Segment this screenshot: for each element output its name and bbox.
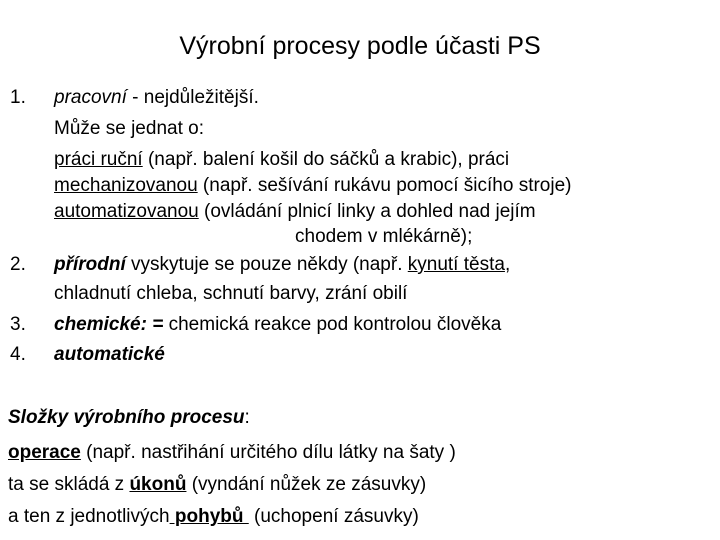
term-prirodni: přírodní bbox=[54, 254, 126, 275]
components-line-operace bbox=[8, 441, 456, 465]
term-ukonu-desc: (vyndání nůžek ze zásuvky) bbox=[186, 474, 427, 495]
sub-item-rucni bbox=[54, 148, 509, 172]
term-rucni-desc: (např. balení košil do sáčků a krabic), práci bbox=[142, 149, 510, 170]
term-ukonu: úkonů bbox=[129, 474, 187, 495]
list-number-2: 2. bbox=[10, 254, 26, 275]
term-mechanizovanou-desc: (např. sešívání rukávu pomocí šicího stroje) bbox=[197, 175, 572, 196]
prefix-text: ta se skládá z bbox=[8, 474, 130, 495]
components-heading-text: Složky výrobního procesu bbox=[8, 407, 245, 428]
list-number-1: 1. bbox=[10, 87, 26, 108]
term-pohybu: pohybů bbox=[169, 506, 249, 527]
intro-text: Může se jednat o: bbox=[54, 118, 204, 139]
slide-title: Výrobní procesy podle účasti PS bbox=[179, 32, 541, 60]
term-pracovni-desc: - nejdůležitější. bbox=[126, 87, 259, 108]
colon: : bbox=[244, 407, 250, 428]
list-item-3-text bbox=[54, 313, 501, 337]
sub-item-automatizovanou bbox=[54, 200, 536, 224]
term-automatizovanou-desc: (ovládání plnicí linky a dohled nad jejím bbox=[198, 201, 536, 222]
term-operace: operace bbox=[8, 442, 81, 463]
term-kynuti: kynutí těsta bbox=[407, 254, 505, 275]
prefix-text: a ten z jednotlivých bbox=[8, 506, 170, 527]
list-item-2-cont bbox=[54, 282, 407, 306]
sub-item-automatizovanou-cont bbox=[295, 225, 472, 249]
term-chemicke: chemické: = bbox=[54, 314, 164, 335]
sub-item-mechanizovanou bbox=[54, 174, 571, 198]
list-item-4-text bbox=[54, 343, 165, 367]
term-mechanizovanou: mechanizovanou bbox=[54, 175, 198, 196]
components-line-ukony bbox=[8, 473, 426, 497]
list-item-1-text bbox=[54, 86, 259, 110]
list-item-1-intro bbox=[54, 117, 204, 141]
list-item-1 bbox=[10, 86, 26, 110]
list-item-4 bbox=[10, 343, 26, 367]
list-number-3: 3. bbox=[10, 314, 26, 335]
list-number-4: 4. bbox=[10, 344, 26, 365]
term-automatizovanou: automatizovanou bbox=[54, 201, 199, 222]
components-line-pohyby bbox=[8, 505, 419, 529]
term-automaticke: automatické bbox=[54, 344, 165, 365]
continuation-text: chodem v mlékárně); bbox=[295, 226, 473, 247]
term-prirodni-desc: vyskytuje se pouze někdy (např. bbox=[125, 254, 408, 275]
components-heading bbox=[8, 406, 250, 430]
term-rucni: práci ruční bbox=[54, 149, 143, 170]
term-pohybu-desc: (uchopení zásuvky) bbox=[248, 506, 419, 527]
list-item-3 bbox=[10, 313, 26, 337]
list-item-2-text bbox=[54, 253, 510, 277]
continuation-text: chladnutí chleba, schnutí barvy, zrání obilí bbox=[54, 283, 408, 304]
term-chemicke-desc: chemická reakce pod kontrolou člověka bbox=[163, 314, 502, 335]
comma: , bbox=[504, 254, 511, 275]
list-item-2 bbox=[10, 253, 26, 277]
term-operace-desc: (např. nastřihání určitého dílu látky na šaty ) bbox=[80, 442, 456, 463]
term-pracovni: pracovní bbox=[54, 87, 127, 108]
